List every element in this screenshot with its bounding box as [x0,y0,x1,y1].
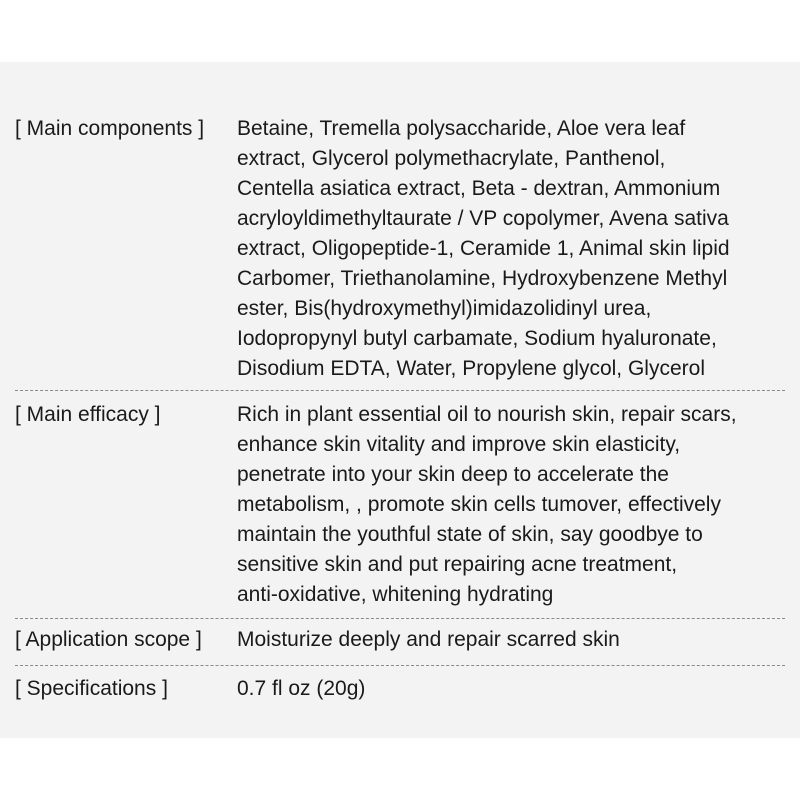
main-efficacy-label: [ Main efficacy ] [15,403,161,426]
main-efficacy-line: Rich in plant essential oil to nourish skin, repair scars, [237,403,737,426]
application-scope-label: [ Application scope ] [15,628,202,651]
main-components-line: Betaine, Tremella polysaccharide, Aloe vera leaf [237,117,686,140]
main-components-line: Centella asiatica extract, Beta - dextran, Ammonium [237,177,721,200]
main-efficacy-line: penetrate into your skin deep to accelerate the [237,463,669,486]
dashed-divider [15,618,785,619]
main-efficacy-line: maintain the youthful state of skin, say goodbye to [237,523,703,546]
specifications-value [237,674,785,704]
dashed-divider [15,390,785,391]
product-info-panel [0,62,800,738]
main-components-line: Iodopropynyl butyl carbamate, Sodium hyaluronate, [237,327,717,350]
main-efficacy-line: anti-oxidative, whitening hydrating [237,583,554,606]
main-efficacy-value [237,400,785,610]
main-components-line: extract, Oligopeptide-1, Ceramide 1, Animal skin lipid [237,237,730,260]
specifications-line: 0.7 fl oz (20g) [237,677,366,700]
application-scope-value [237,625,785,655]
dashed-divider [15,665,785,666]
main-efficacy-line: sensitive skin and put repairing acne treatment, [237,553,678,576]
main-components-value [237,114,785,384]
main-components-line: extract, Glycerol polymethacrylate, Panthenol, [237,147,666,170]
main-components-label: [ Main components ] [15,117,205,140]
main-components-line: acryloyldimethyltaurate / VP copolymer, Avena sativa [237,207,729,230]
application-scope-line: Moisturize deeply and repair scarred skin [237,628,620,651]
main-components-line: ester, Bis(hydroxymethyl)imidazolidinyl urea, [237,297,652,320]
main-efficacy-line: enhance skin vitality and improve skin elasticity, [237,433,681,456]
main-components-line: Disodium EDTA, Water, Propylene glycol, Glycerol [237,357,705,380]
main-components-line: Carbomer, Triethanolamine, Hydroxybenzene Methyl [237,267,728,290]
main-efficacy-line: metabolism, , promote skin cells tumover, effectively [237,493,721,516]
specifications-label: [ Specifications ] [15,677,168,700]
